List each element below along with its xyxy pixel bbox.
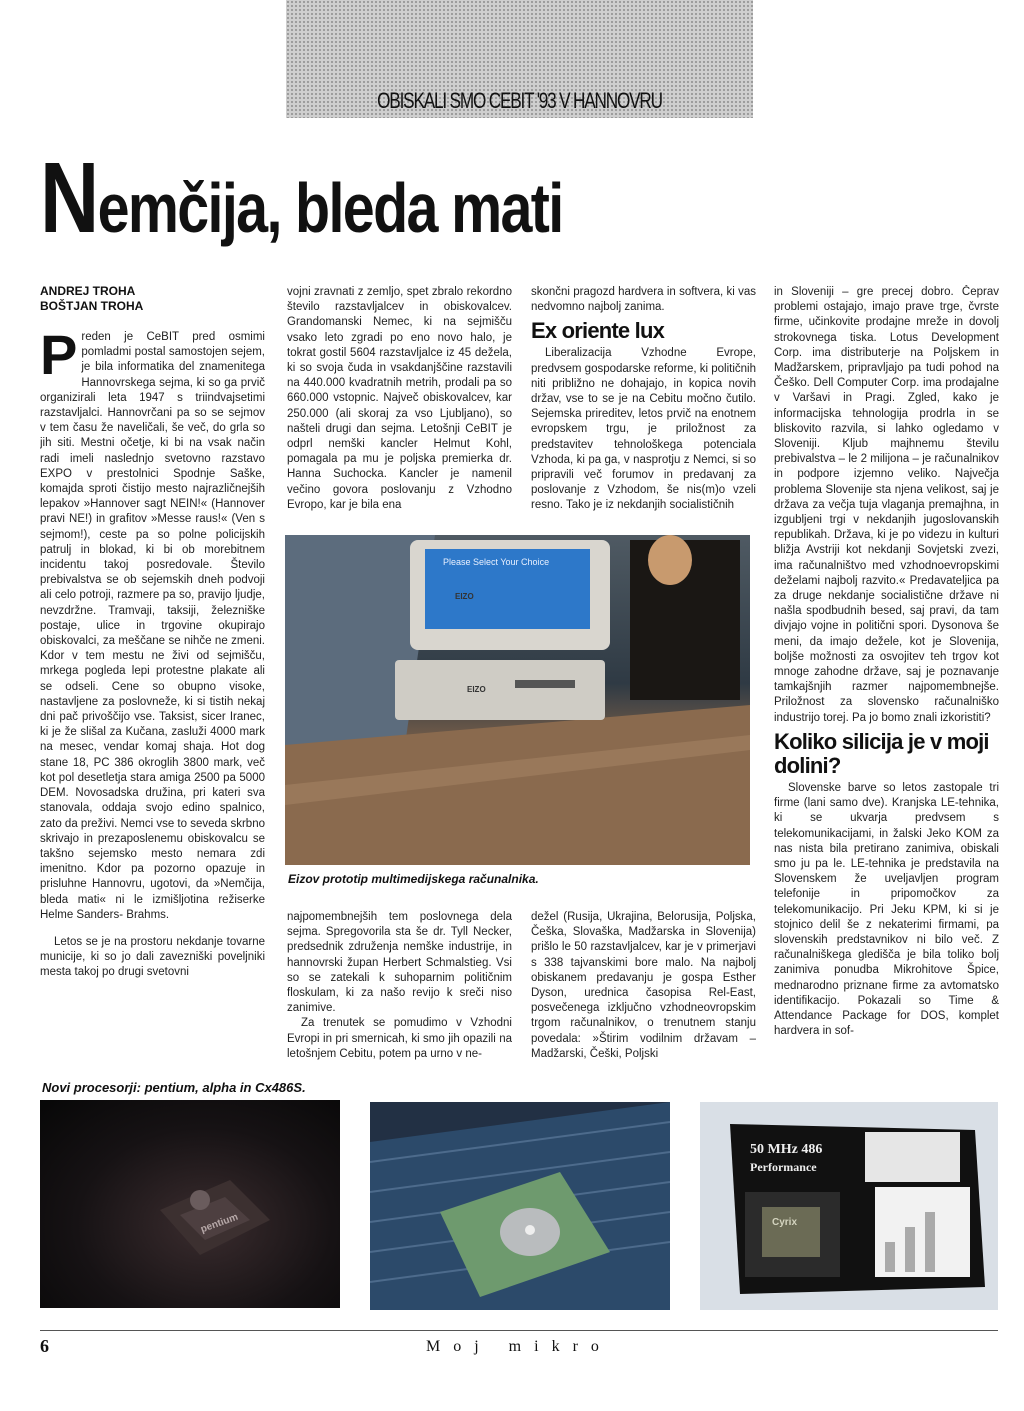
paragraph: in Sloveniji – gre precej dobro. Čeprav problemi ostajajo, imajo prave trge, čvrste firme, učinkovite prodajne mreže in dovolj strokovnega tiska. Lotus Development Corp. ima distributerje na Poljskem in Madžarskem, pripravljajo pa tudi pohod na Češko. Dell Computer Corp. ima prodajalne v Varšavi in Pragi. Zgled, kako je informacijska tehnologija prodrla in se bliskovito razvila, si lahko ogledamo v Sloveniji. Kljub majhnemu številu prebivalstva – le 2 milijona – je računalnikov in podpore izjemno veliko. Največja problema Slovenije sta njena velikost, saj je država za večja tuja vlaganja premajhna, in izgubljeni trgi v nekdanjih jugoslovanskih republikah. Država, ki je po videzu in kulturi bližja Avstriji kot nekdanji Sovjetski zvezi, ima računalništvo med vzhodnoevropskimi deželami najbolj razvito.« Predavateljica pa za druge nekdanje socialistične države ni našla spodbudnih besed, saj pravi, da tam divjajo vojne in politični spori. Dysonova še meni, da imajo dežele, kot je Slovenija, boljše možnosti za osvojitev teh trgov kot mnoge zahodne države, saj je poznavanje tamkajšnjih razmer najpomembnejše. Priložnost za slovensko računalniško industrijo torej. Pa jo bomo znali izkoristiti? <box>774 286 999 724</box>
column-3-bottom <box>531 910 756 1070</box>
paragraph: najpomembnejših tem poslovnega dela sejma. Spregovorila sta še dr. Tyll Necker, predsednik združenja nemške industrije, in hannovrski župan Herbert Schmalstieg. Vsi so se zatekali k suhoparnim političnim floskulam, ki za našo revijo k sreči niso zanimive. <box>287 911 512 1015</box>
column-4 <box>774 285 999 1070</box>
cyrix-subline: Performance <box>750 1160 817 1174</box>
paragraph: Za trenutek se pomudimo v Vzhodni Evropi in pri smernicah, ki smo jih opazili na letošnjem Cebitu, potem pa urno v ne- <box>287 1017 512 1060</box>
pentium-chip-text: pentium <box>199 1211 240 1236</box>
monitor-screen-text: Please Select Your Choice <box>443 557 550 567</box>
eizo-photo-illustration <box>285 535 750 865</box>
cyrix-chip-text: Cyrix <box>772 1217 798 1228</box>
paragraph: vojni zravnati z zemljo, spet zbralo rekordno število razstavljalcev in obiskovalcev. Grandomanski Nemec, ki na sejmišču vsako leto zgradi po eno novo halo, je tokrat gostil 5604 razstavljalce iz 45 dežela, ki so svoja čuda in vsakdanjščine razstavili na 440.000 kvadratnih metrih, prodali pa so 660.000 vstopnic. Največ obiskovalcev, kar 250.000 (ali skoraj za vso Ljubljano), so našteli drugi dan sejma. Letošnji CeBIT je odprl nemški kancler Helmut Kohl, pomagala pa mu je poljska premierka dr. Hanna Suchocka. Kancler je namenil večino govora poslovanju z Vzhodno Evropo, kar je bila ena <box>287 286 512 511</box>
eizo-caption: Eizov prototip multimedijskega računalnika. <box>288 872 539 886</box>
paragraph: Slovenske barve so letos zastopale tri firme (lani samo dve). Kranjska LE-tehnika, ki se ukvarja predvsem s telekomunikacijami, in žalski Jeko KOM za nas nista bila pretirano zanimiva, obiskali smo ju pa le. LE-tehnika je predstavila na Slovenskem že uveljavljen program telefonije in pripomočkov za telekomunikacijo. Pri Jeku KPM, ki si je stojnico delil še z nekaterimi firmami, pa slovenskih predstavnikov ni bilo več. Z računalniškega gledišča je bila toliko bolj zanimiva ponudba Mikrohitove Špice, mednarodno priznane firme za avtomatsko identifikacijo. Pokazali so Time & Attendance Package for DOS, komplet hardvera in sof- <box>774 781 999 1038</box>
column-1 <box>40 330 265 1070</box>
headline-initial: N <box>40 142 98 254</box>
author-1: ANDREJ TROHA <box>40 284 136 298</box>
column-3-top <box>531 285 756 530</box>
page-number: 6 <box>40 1336 49 1356</box>
alpha-board-illustration <box>370 1102 670 1310</box>
byline <box>40 284 240 314</box>
alpha-photo <box>370 1102 670 1310</box>
unit-brand: EIZO <box>467 685 486 694</box>
monitor-brand: EIZO <box>455 592 474 601</box>
paragraph <box>40 330 265 923</box>
author-2: BOŠTJAN TROHA <box>40 299 144 313</box>
paragraph: Liberalizacija Vzhodne Evrope, predvsem gospodarske reforme, ki političnih niti približno ne dohajajo, in kopica novih držav, vse to se je na Cebitu močno čutilo. Sejemska prireditev, letos prvič na enotnem evropskem trgu, je priložnost za predstavitev tehnološkega potenciala Vzhoda, ki pa ga, v nasprotju z Nemci, si so pripravili več forumov in predavanj za poslovanje z Vzhodom, še nis(m)o vzeli resno. Tako je iz nekdanjih socialističnih <box>531 347 756 512</box>
pentium-photo <box>40 1100 340 1308</box>
headline-text: emčija, bleda mati <box>97 169 563 247</box>
section-banner <box>286 0 753 118</box>
drop-cap: P <box>40 330 78 386</box>
paragraph: Letos se je na prostoru nekdanje tovarne municije, ki so jo dali zavezniški poveljniki mesta takoj po drugi svetovni <box>40 935 265 979</box>
paragraph: skončni pragozd hardvera in softvera, ki vas nedvomno najbolj zanima. <box>531 286 756 314</box>
footer-rule <box>40 1330 998 1331</box>
column-2-bottom <box>287 910 512 1070</box>
subheading: Ex oriente lux <box>531 318 665 344</box>
cyrix-photo <box>700 1102 998 1310</box>
headline <box>40 142 563 254</box>
processors-caption: Novi procesorji: pentium, alpha in Cx486S. <box>42 1080 306 1095</box>
section-title: OBISKALI SMO CEBIT '93 V HANNOVRU <box>377 88 662 113</box>
cyrix-headline: 50 MHz 486 <box>750 1142 823 1157</box>
pentium-chip-illustration <box>40 1100 340 1308</box>
magazine-name: Moj mikro <box>426 1338 612 1355</box>
cyrix-poster-illustration <box>700 1102 998 1310</box>
eizo-photo <box>285 535 750 865</box>
paragraph-text: reden je CeBIT pred osmimi pomladmi postal samostojen sejem, je bila informatika del znamenitega Hannovrskega sejma, ki so ga prvič organizirali leta 1947 s triindvajsetimi razstavljalci. Hannovrčani pa so se sejmov v tem času že naveličali, še več, do grla so jih siti. Mestni očetje, ki bi na vsak način radi imeli naslednjo svetovno razstavo EXPO v prestolnici Spodnje Saške, komajda sproti čistijo mesto najrazličnejših lepakov »Hannover sagt NEIN!« (Hannover pravi NE!) in grafitov »Messe raus!« (Ven s sejmom!), ceste pa so polne policijskih patrulj in blokad, ki bi ob morebitnem incidentu takoj posredovale. Število prebivalstva se ob sejemskih dneh podvoji ali celo potroji, razmere pa so, pravijo ljudje, nevzdržne. Tramvaji, taksiji, železniške postaje, ulice in trgovine okupirajo obiskovalci, za meščane se nihče ne zmeni. Kdor v tem mestu ne živi od sejmišču, mrkega pogleda lepi protestne plakate ali se odseli. Cene so obupno visoke, nastavljene za poslovneže, ki si tistih nekaj dni pač privoščijo vse. Taksist, sicer Iranec, ki je že slišal za Kučana, zasluži 4000 mark na mesec, vendar komaj shaja. Hot dog stane 18, PC 386 okroglih 3800 mark, več kot pol desetletja stara amiga 2500 pa 5000 DEM. Novosadska družina, pri kateri sva stanovala, oddaja svojo edino spalnico, zato da preživi. Nemci vse to seveda skrbno skrivajo in prezaposlenemu obiskovalcu se takšno sejemsko mesto nemara zdi imenitno. Kdor pa pozorno opazuje in prisluhne Hannovru, ugotovi, da »Nemčija, bleda mati« ni le izmišljotina režiserke Helme Sanders- Brahms. <box>40 331 265 921</box>
subheading: Koliko silicija je v moji dolini? <box>774 728 989 778</box>
paragraph: dežel (Rusija, Ukrajina, Belorusija, Poljska, Češka, Slovaška, Madžarska in Slovenija) prišlo le 50 razstavljalcev, kar je v primerjavi s 338 tajvanskimi bore malo. Na najbolj obiskanem predavanju je gospa Esther Dyson, urednica časopisa Rel-East, posvečenega izključno vzhodneovropskim trgom računalnikov, o trenutnem stanju povedala: »Štirim vodilnim državam – Madžarski, Češki, Poljski <box>531 911 756 1060</box>
column-2-top <box>287 285 512 530</box>
